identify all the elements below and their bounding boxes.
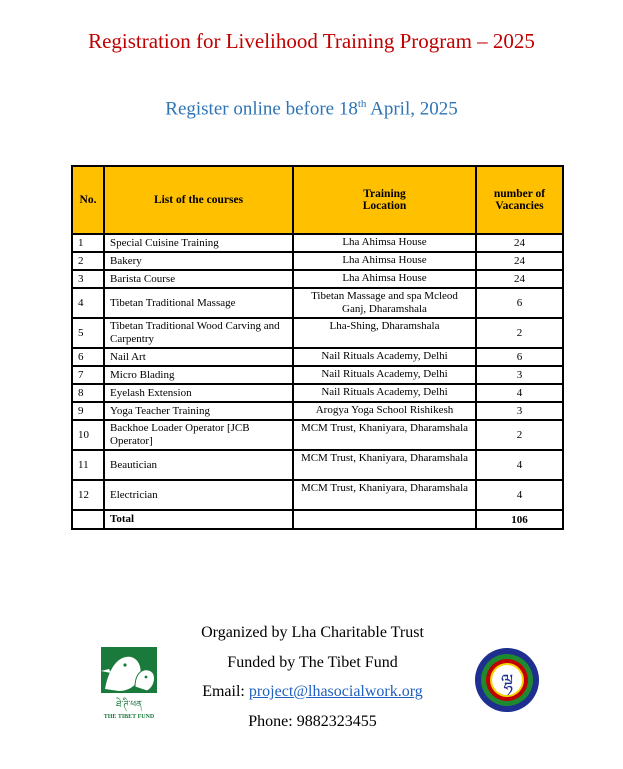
svg-text:ལྷ: ལྷ	[500, 671, 514, 692]
tibet-fund-logo-icon	[99, 647, 159, 722]
row-course: Beautician	[104, 450, 293, 480]
total-row	[72, 510, 563, 529]
row-vacancies: 2	[476, 318, 563, 348]
deadline-ordinal: th	[357, 98, 367, 110]
row-course: Electrician	[104, 480, 293, 510]
row-course: Tibetan Traditional Wood Carving and Carpentry	[104, 318, 293, 348]
row-course: Barista Course	[104, 270, 293, 288]
table-row	[72, 366, 563, 384]
email-line	[180, 683, 445, 701]
row-location: Nail Rituals Academy, Delhi	[293, 384, 476, 402]
row-location: Nail Rituals Academy, Delhi	[293, 348, 476, 366]
row-vacancies: 6	[476, 348, 563, 366]
lha-logo-icon	[474, 647, 540, 713]
row-location: MCM Trust, Khaniyara, Dharamshala	[293, 450, 476, 480]
row-location: Nail Rituals Academy, Delhi	[293, 366, 476, 384]
row-vacancies: 2	[476, 420, 563, 450]
row-course: Nail Art	[104, 348, 293, 366]
table-row	[72, 318, 563, 348]
row-vacancies: 4	[476, 450, 563, 480]
row-course: Yoga Teacher Training	[104, 402, 293, 420]
row-location: Lha Ahimsa House	[293, 270, 476, 288]
total-label: Total	[104, 510, 293, 529]
row-no: 6	[72, 348, 104, 366]
row-location: MCM Trust, Khaniyara, Dharamshala	[293, 480, 476, 510]
deadline-date: April, 2025	[366, 98, 458, 120]
table-row	[72, 480, 563, 510]
tibet-fund-logo	[99, 647, 159, 727]
header-vacancies: number of Vacancies	[476, 166, 563, 234]
funder-text: Funded by The Tibet Fund	[227, 654, 398, 671]
row-course: Bakery	[104, 252, 293, 270]
table-row	[72, 450, 563, 480]
row-no: 5	[72, 318, 104, 348]
row-vacancies: 24	[476, 234, 563, 252]
phone-text: Phone: 9882323455	[248, 713, 377, 730]
svg-text:THE TIBET FUND: THE TIBET FUND	[103, 714, 155, 720]
row-location: Tibetan Massage and spa Mcleod Ganj, Dharamshala	[293, 288, 476, 318]
table-row	[72, 348, 563, 366]
total-no-cell	[72, 510, 104, 529]
row-location: Lha Ahimsa House	[293, 234, 476, 252]
row-course: Micro Blading	[104, 366, 293, 384]
lha-charitable-trust-logo	[474, 647, 540, 718]
header-courses: List of the courses	[104, 166, 293, 234]
table-row	[72, 234, 563, 252]
registration-deadline	[0, 98, 623, 120]
row-no: 4	[72, 288, 104, 318]
email-label: Email:	[202, 683, 249, 700]
email-link[interactable]: project@lhasocialwork.org	[248, 683, 423, 700]
row-course: Backhoe Loader Operator [JCB Operator]	[104, 420, 293, 450]
row-course: Special Cuisine Training	[104, 234, 293, 252]
row-vacancies: 4	[476, 384, 563, 402]
svg-text:ཐེ་ཊི་ཕན: ཐེ་ཊི་ཕན	[115, 700, 143, 710]
table-row	[72, 402, 563, 420]
table-row	[72, 420, 563, 450]
row-vacancies: 3	[476, 402, 563, 420]
row-location: Arogya Yoga School Rishikesh	[293, 402, 476, 420]
header-no: No.	[72, 166, 104, 234]
row-no: 7	[72, 366, 104, 384]
table-row	[72, 270, 563, 288]
row-vacancies: 24	[476, 270, 563, 288]
row-vacancies: 4	[476, 480, 563, 510]
row-no: 10	[72, 420, 104, 450]
row-no: 2	[72, 252, 104, 270]
page-title: Registration for Livelihood Training Program – 2025	[88, 29, 535, 53]
row-location: Lha-Shing, Dharamshala	[293, 318, 476, 348]
row-location: Lha Ahimsa House	[293, 252, 476, 270]
row-vacancies: 24	[476, 252, 563, 270]
row-course: Eyelash Extension	[104, 384, 293, 402]
row-no: 9	[72, 402, 104, 420]
row-no: 3	[72, 270, 104, 288]
deadline-text: Register online before 18	[165, 98, 358, 120]
total-vacancies: 106	[476, 510, 563, 529]
row-no: 1	[72, 234, 104, 252]
header-location: Training Location	[293, 166, 476, 234]
table-row	[72, 288, 563, 318]
row-vacancies: 6	[476, 288, 563, 318]
row-location: MCM Trust, Khaniyara, Dharamshala	[293, 420, 476, 450]
table-row	[72, 252, 563, 270]
total-location-cell	[293, 510, 476, 529]
row-no: 11	[72, 450, 104, 480]
row-no: 8	[72, 384, 104, 402]
courses-table	[71, 165, 564, 530]
organizer-text: Organized by Lha Charitable Trust	[201, 624, 424, 641]
table-row	[72, 384, 563, 402]
row-no: 12	[72, 480, 104, 510]
table-header-row	[72, 166, 563, 234]
row-course: Tibetan Traditional Massage	[104, 288, 293, 318]
row-vacancies: 3	[476, 366, 563, 384]
